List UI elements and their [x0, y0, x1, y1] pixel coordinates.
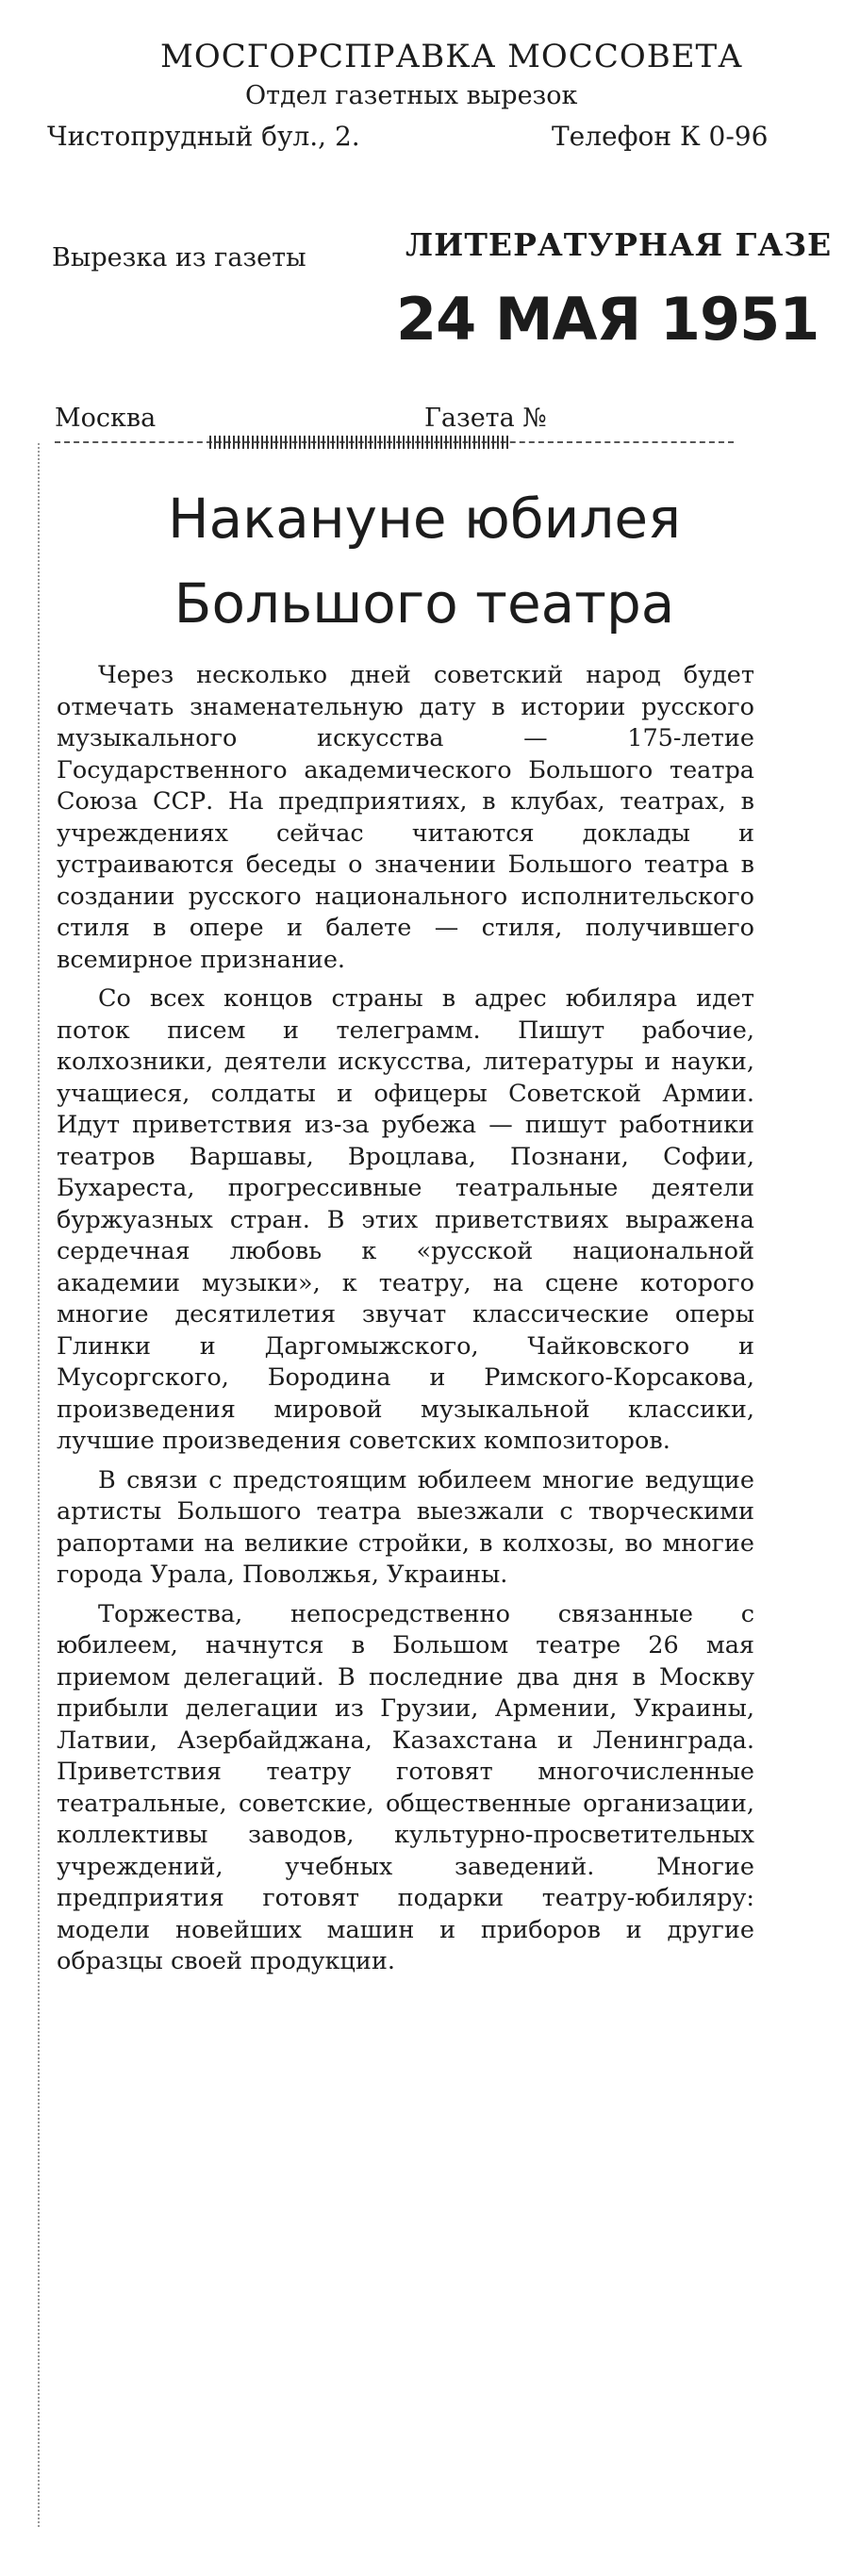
source-label: Вырезка из газеты — [52, 243, 306, 272]
article-body — [57, 660, 754, 1986]
agency-address: Чистопрудный бул., 2. — [47, 121, 360, 152]
article-title-line-1: Накануне юбилея — [168, 487, 681, 551]
city-label: Москва — [55, 404, 157, 433]
agency-phone: Телефон К 0-96 — [552, 121, 769, 152]
article-title — [94, 476, 754, 646]
paper-number-label: Газета № — [424, 404, 547, 433]
article-paragraph: Торжества, непосредственно связанные с юбилеем, начнутся в Большом театре 26 мая приемом делегаций. В последние два дня в Москву прибыли делегации из Грузии, Армении, Украины, Латвии, Азербайджана, Казахстана и Ленинграда. Приветствия театру готовят многочисленные театральные, советские, общественные организации, коллективы заводов, культурно-просветительных учреждений, учебных заведений. Многие предприятия готовят подарки театру-юбиляру: модели новейших машин и приборов и другие образцы своей продукции. — [57, 1599, 754, 1975]
department-name: Отдел газетных вырезок — [245, 81, 578, 110]
article-title-line-2: Большого театра — [174, 571, 675, 636]
source-newspaper-name: ЛИТЕРАТУРНАЯ ГАЗЕ — [405, 226, 833, 263]
article-paragraph: Через несколько дней советский народ будет отмечать знаменательную дату в истории русского музыкального искусства — 175-летие Государственного академического Большого театра Союза ССР. На предприятиях, в клубах, театрах, в учреждениях сейчас читаются доклады и устраиваются беседы о значении Большого театра в создании русского национального исполнительского стиля в опере и балете — стиля, получившего всемирное признание. — [57, 661, 754, 974]
article-paragraph: В связи с предстоящим юбилеем многие ведущие артисты Большого театра выезжали с творческими рапортами на великие стройки, в колхозы, во многие города Урала, Поволжья, Украины. — [57, 1465, 754, 1589]
agency-name: МОСГОРСПРАВКА МОССОВЕТА — [160, 38, 743, 75]
article-paragraph: Со всех концов страны в адрес юбиляра идет поток писем и телеграмм. Пишут рабочие, колхозники, деятели искусства, литературы и науки, учащиеся, солдаты и офицеры Советской Армии. Идут приветствия из-за рубежа — пишут работники театров Варшавы, Вроцлава, Познани, Софии, Бухареста, прогрессивные театральные деятели буржуазных стран. В этих приветствиях выражена сердечная любовь к «русской национальной академии музыки», к театру, на сцене которого многие десятилетия звучат классические оперы Глинки и Даргомыжского, Чайковского и Мусоргского, Бородина и Римского-Корсакова, произведения мировой музыкальной классики, лучшие произведения советских композиторов. — [57, 984, 754, 1455]
date-stamp: 24 МАЯ 1951 — [396, 285, 819, 354]
